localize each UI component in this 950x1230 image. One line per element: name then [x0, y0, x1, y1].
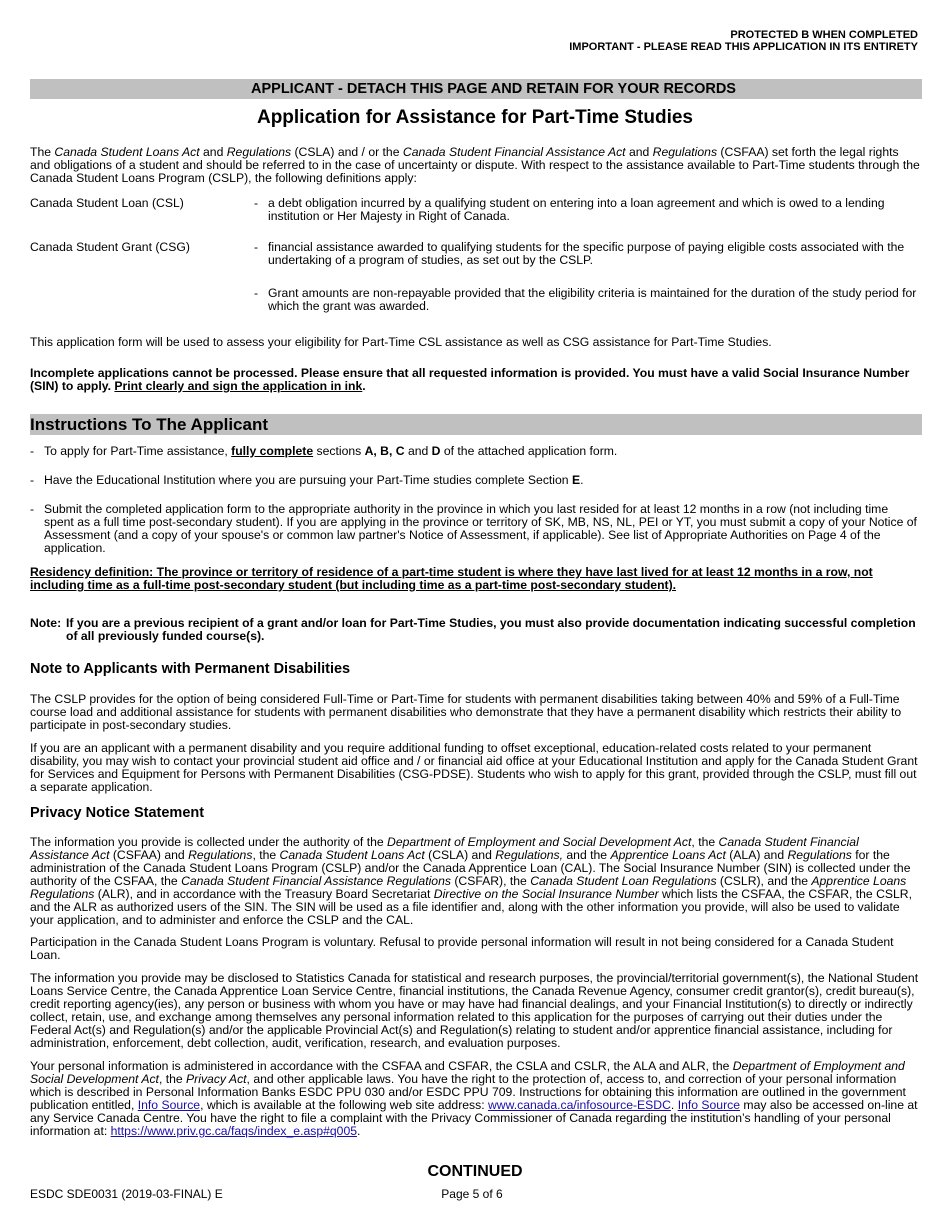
- csl-definition: - a debt obligation incurred by a qualifying student on entering into a loan agreement and which is owed to a lending institution or Her Majesty in Right of Canada.: [254, 196, 885, 223]
- important-notice: IMPORTANT - PLEASE READ THIS APPLICATION IN ITS ENTIRETY: [569, 41, 918, 53]
- csg-definition-1: - financial assistance awarded to qualifying students for the specific purpose of paying eligible costs associated with the undertaking of a program of studies, as set out by the CSLP.: [254, 240, 905, 267]
- detach-banner: APPLICANT - DETACH THIS PAGE AND RETAIN FOR YOUR RECORDS: [30, 79, 922, 99]
- previous-recipient-note: Note: If you are a previous recipient of a grant and/or loan for Part-Time Studies, you must also provide documentation indicating successful completion of all previously funded course(s).: [30, 616, 916, 643]
- csg-term: Canada Student Grant (CSG): [30, 240, 190, 254]
- csg-definition-2: - Grant amounts are non-repayable provided that the eligibility criteria is maintained for the duration of the study period for which the grant was awarded.: [254, 286, 917, 313]
- instruction-item-3: - Submit the completed application form to the appropriate authority in the province in which you last resided for at least 12 months in a row (not including time spent as a full time post-secondary student). If you are applying in the province or territory of SK, MB, NS, NL, PEI or YT, you must submit a copy of your Notice of Assessment (and a copy of your spouse's or common law partner's Notice of Assessment, if applicable). See list of Appropriate Authorities on Page 4 of the application.: [30, 502, 917, 555]
- disabilities-paragraph-2: If you are an applicant with a permanent disability and you require additional funding to offset exceptional, education-related costs related to your permanent disability, you may wish to contact your provincial student aid office and / or financial aid office at your Educational Institution and apply for the Canada Student Grant for Services and Equipment for Persons with Permanent Disabilities (CSG-PDSE). Students who wish to apply for this grant, provided through the CSLP, must fill out a separate application.: [30, 741, 918, 794]
- page-number: Page 5 of 6: [441, 1187, 503, 1201]
- info-source-link-2[interactable]: Info Source: [677, 1098, 741, 1112]
- privacy-paragraph-4: Your personal information is administered in accordance with the CSFAA and CSFAR, the CSLA and CSLR, the ALA and ALR, the Department of Employment and Social Development Act, the Privacy Act, and other applicable laws. You have the right to the protection of, access to, and correction of your personal information which is described in Personal Information Banks ESDC PPU 030 and/or ESDC PPU 709. Instructions for obtaining this information are outlined in the government publication entitled, Info Source, which is available at the following web site address: www.canada.ca/infosource-ESDC. Info Source may also be accessed on-line at any Service Canada Centre. You have the right to file a complaint with the Privacy Commissioner of Canada regarding the institution’s handling of your personal information at: https://www.priv.gc.ca/faqs/index_e.asp#q005.: [30, 1059, 918, 1138]
- residency-definition: Residency definition: The province or territory of residence of a part-time student is where they have last lived for at least 12 months in a row, not including time as a full-time post-secondary student (but including time as a part-time post-secondary student).: [30, 565, 873, 592]
- form-identifier: ESDC SDE0031 (2019-03-FINAL) E: [30, 1187, 223, 1201]
- page-title: Application for Assistance for Part-Time Studies: [256, 107, 694, 128]
- privacy-paragraph-2: Participation in the Canada Student Loans Program is voluntary. Refusal to provide personal information will result in not being considered for a Canada Student Loan.: [30, 935, 894, 962]
- infosource-esdc-link[interactable]: www.canada.ca/infosource-ESDC: [488, 1098, 671, 1112]
- instruction-item-1: - To apply for Part-Time assistance, fully complete sections A, B, C and D of the attached application form.: [30, 444, 618, 458]
- csl-term: Canada Student Loan (CSL): [30, 196, 184, 210]
- privacy-paragraph-3: The information you provide may be disclosed to Statistics Canada for statistical and research purposes, the provincial/territorial government(s), the National Student Loans Service Centre, the Canada Apprentice Loan Service Centre, financial institutions, the Canada Revenue Agency, consumer credit grantor(s), credit bureau(s), credit reporting agency(ies), any person or business with whom you have or may have had financial dealings, and your Financial Institution(s) to directly or indirectly collect, retain, use, and exchange among themselves any personal information related to this application for the purposes of carrying out their duties under the Federal Act(s) and Regulation(s) and/or the applicable Provincial Act(s) and Regulation(s) relating to student and/or apprentice financial assistance, including for administration, enforcement, debt collection, audit, verification, research, and evaluation purposes.: [30, 971, 919, 1050]
- privacy-paragraph-1: The information you provide is collected under the authority of the Department of Employment and Social Development Act, the Canada Student Financial Assistance Act (CSFAA) and Regulations, the Canada Student Loans Act (CSLA) and Regulations, and the Apprentice Loans Act (ALA) and Regulations for the administration of the Canada Student Loans Program (CSLP) and/or the Canada Apprentice Loan (CAL). The Social Insurance Number (SIN) is collected under the authority of the CSFAA, the Canada Student Financial Assistance Regulations (CSFAR), the Canada Student Loan Regulations (CSLR), and the Apprentice Loans Regulations (ALR), and in accordance with the Treasury Board Secretariat Directive on the Social Insurance Number which lists the CSFAA, the CSFAR, the CSLR, and the ALR as authorized users of the SIN. The SIN will be used as a file identifier and, along with the other information you provide, will also be used to validate your application, and to administer and enforce the CSLP and the CAL.: [30, 835, 912, 927]
- continued-label: CONTINUED: [427, 1163, 523, 1180]
- protection-header: [569, 29, 918, 53]
- incomplete-warning: Incomplete applications cannot be processed. Please ensure that all requested information is provided. You must have a valid Social Insurance Number (SIN) to apply. Print clearly and sign the application in ink.: [30, 366, 910, 393]
- instruction-item-2: - Have the Educational Institution where you are pursuing your Part-Time studies complete Section E.: [30, 473, 584, 487]
- disabilities-paragraph-1: The CSLP provides for the option of being considered Full-Time or Part-Time for students with permanent disabilities taking between 40% and 59% of a Full-Time course load and additional assistance for students with permanent disabilities who demonstrate that they have a permanent disability which restricts their ability to participate in post-secondary studies.: [30, 692, 902, 732]
- instructions-heading: Instructions To The Applicant: [30, 414, 922, 435]
- form-use-paragraph: This application form will be used to assess your eligibility for Part-Time CSL assistance as well as CSG assistance for Part-Time Studies.: [30, 335, 772, 349]
- intro-paragraph: The Canada Student Loans Act and Regulations (CSLA) and / or the Canada Student Financial Assistance Act and Regulations (CSFAA) set forth the legal rights and obligations of a student and should be referred to in the case of uncertainty or dispute. With respect to the assistance available to Part-Time students through the Canada Student Loans Program (CSLP), the following definitions apply:: [30, 145, 920, 185]
- privacy-heading: Privacy Notice Statement: [30, 805, 205, 821]
- privacy-commissioner-link[interactable]: https://www.priv.gc.ca/faqs/index_e.asp#q005: [110, 1124, 357, 1138]
- disabilities-heading: Note to Applicants with Permanent Disabilities: [30, 661, 351, 677]
- info-source-link[interactable]: Info Source: [137, 1098, 201, 1112]
- protected-b-label: PROTECTED B WHEN COMPLETED: [730, 29, 918, 41]
